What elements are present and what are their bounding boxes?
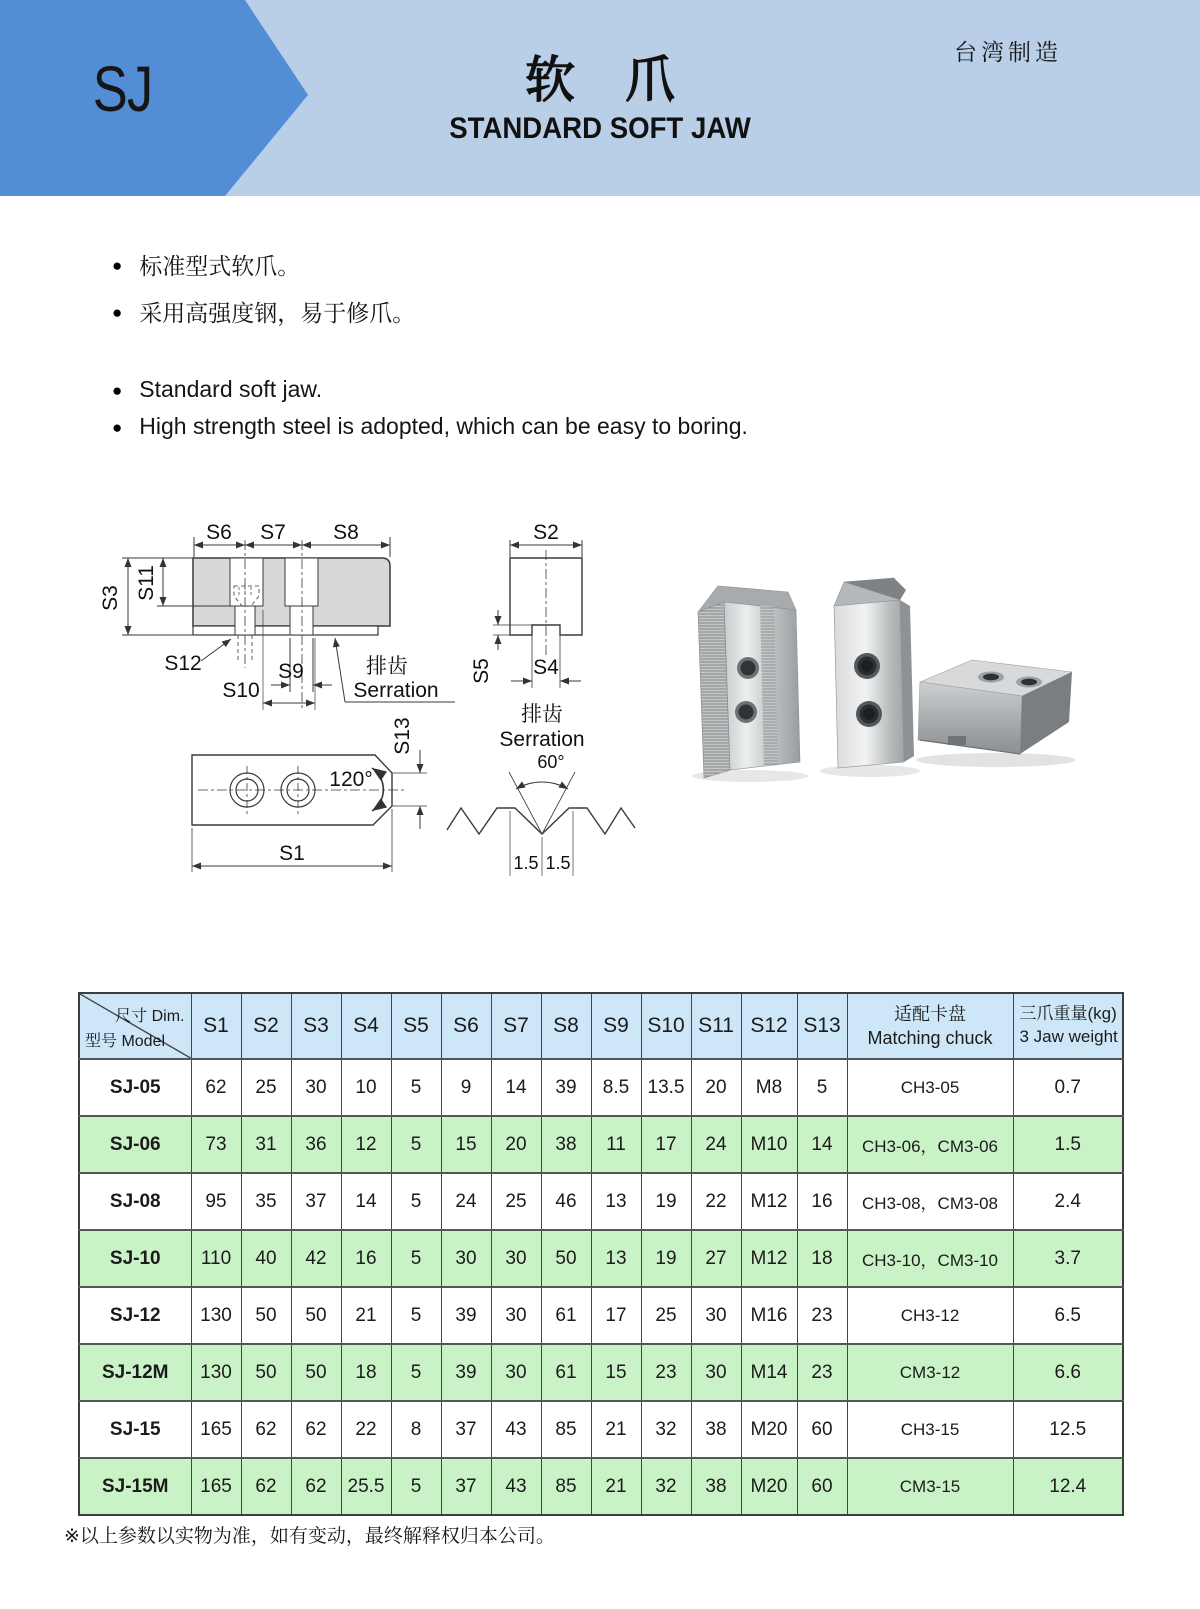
cell-model: SJ-08 [79,1173,191,1230]
product-code: SJ [92,53,153,125]
cell-matching-chuck: CH3-08，CM3-08 [847,1173,1013,1230]
cell-dim: 130 [191,1287,241,1344]
table-header-row [79,993,1123,1059]
cell-dim: 25 [641,1287,691,1344]
cell-dim: 31 [241,1116,291,1173]
cell-dim: 8.5 [591,1059,641,1116]
cell-dim: 21 [591,1401,641,1458]
cell-dim: 30 [691,1287,741,1344]
cell-dim: 9 [441,1059,491,1116]
cell-dim: 19 [641,1230,691,1287]
plan-angle-label: 120° [329,768,373,791]
cell-jaw-weight: 3.7 [1013,1230,1123,1287]
cell-dim: M12 [741,1230,797,1287]
cell-dim: 62 [291,1458,341,1515]
cell-dim: 22 [691,1173,741,1230]
cell-dim: 62 [191,1059,241,1116]
cell-dim: 37 [441,1401,491,1458]
cell-dim: 23 [797,1344,847,1401]
table-row [79,1173,1123,1230]
table-body [79,1059,1123,1515]
cell-dim: 20 [491,1116,541,1173]
cell-jaw-weight: 12.5 [1013,1401,1123,1458]
dim-column-header: S2 [241,993,291,1059]
cell-dim: M20 [741,1458,797,1515]
cell-model: SJ-12M [79,1344,191,1401]
cell-matching-chuck: CM3-12 [847,1344,1013,1401]
cell-dim: 39 [441,1287,491,1344]
cell-dim: 5 [391,1173,441,1230]
dim-column-header: S6 [441,993,491,1059]
cell-dim: 37 [441,1458,491,1515]
cell-dim: 43 [491,1401,541,1458]
cell-dim: 110 [191,1230,241,1287]
cell-dim: 8 [391,1401,441,1458]
dim-label-s1: S1 [279,842,305,865]
drawing-plan-view [192,750,427,872]
cell-model: SJ-10 [79,1230,191,1287]
weight-header [1013,993,1123,1059]
cell-dim: 15 [591,1344,641,1401]
cell-jaw-weight: 6.5 [1013,1287,1123,1344]
cell-dim: 17 [591,1287,641,1344]
cell-dim: M10 [741,1116,797,1173]
cell-dim: M8 [741,1059,797,1116]
cell-dim: 50 [241,1344,291,1401]
serration-label-en: Serration [353,679,439,702]
cell-dim: 30 [691,1344,741,1401]
cell-dim: 24 [691,1116,741,1173]
feature-gap [112,342,748,376]
cell-dim: 32 [641,1458,691,1515]
cell-dim: 14 [341,1173,391,1230]
dim-label-s5: S5 [470,658,493,684]
feature-item [112,295,748,328]
dim-label-s12: S12 [164,652,202,675]
table-row [79,1230,1123,1287]
bullet-icon: ● [112,256,123,275]
serration-angle-label: 60° [537,752,565,772]
cell-dim: 21 [591,1458,641,1515]
cell-dim: 5 [391,1287,441,1344]
dim-column-header: S9 [591,993,641,1059]
cell-dim: 11 [591,1116,641,1173]
cell-dim: 30 [491,1230,541,1287]
cell-dim: 13 [591,1173,641,1230]
feature-text: 采用高强度钢，易于修爪。 [139,300,416,326]
cell-jaw-weight: 0.7 [1013,1059,1123,1116]
dim-label-s11: S11 [135,565,158,601]
cell-dim: 85 [541,1401,591,1458]
feature-text: 标准型式软爪。 [139,253,301,279]
photo-jaw-lying [916,660,1076,767]
cell-jaw-weight: 2.4 [1013,1173,1123,1230]
cell-dim: 13.5 [641,1059,691,1116]
dim-label-s7: S7 [260,521,286,544]
dim-column-header: S13 [797,993,847,1059]
bullet-icon: ● [112,381,123,400]
cell-dim: 23 [797,1287,847,1344]
dim-label-s6: S6 [206,521,232,544]
bullet-icon: ● [112,418,123,437]
cell-dim: 43 [491,1458,541,1515]
product-photo [648,550,1096,790]
cell-dim: 25.5 [341,1458,391,1515]
cell-dim: 35 [241,1173,291,1230]
cell-dim: 61 [541,1344,591,1401]
cell-model: SJ-15M [79,1458,191,1515]
weight-header-en: 3 Jaw weight [1019,1027,1118,1046]
dim-label-s2: S2 [533,521,559,544]
features-list [112,248,748,450]
page-title-en: STANDARD SOFT JAW [449,112,751,145]
cell-dim: M14 [741,1344,797,1401]
dim-column-header: S11 [691,993,741,1059]
cell-dim: 24 [441,1173,491,1230]
cell-model: SJ-15 [79,1401,191,1458]
serration-detail-en: Serration [499,728,585,751]
cell-dim: 16 [797,1173,847,1230]
cell-dim: 21 [341,1287,391,1344]
weight-header-zh: 三爪重量(kg) [1019,1004,1117,1024]
cell-dim: 50 [291,1344,341,1401]
serration-detail-zh: 排齿 [521,703,563,726]
bullet-icon: ● [112,303,123,322]
dim-column-header: S10 [641,993,691,1059]
cell-dim: 60 [797,1401,847,1458]
header-banner [0,0,1200,196]
dim-column-header: S1 [191,993,241,1059]
cell-dim: 37 [291,1173,341,1230]
dim-column-header: S5 [391,993,441,1059]
cell-matching-chuck: CH3-06，CM3-06 [847,1116,1013,1173]
dim-column-header: S7 [491,993,541,1059]
cell-dim: 60 [797,1458,847,1515]
footnote: ※以上参数以实物为准，如有变动，最终解释权归本公司。 [64,1526,555,1547]
cell-dim: 5 [391,1116,441,1173]
cell-dim: 36 [291,1116,341,1173]
cell-dim: 18 [797,1230,847,1287]
corner-model-label: 型号 Model [85,1033,166,1050]
cell-dim: 30 [491,1287,541,1344]
cell-dim: 25 [491,1173,541,1230]
technical-drawing [95,478,665,913]
cell-dim: 50 [241,1287,291,1344]
cell-dim: 62 [241,1458,291,1515]
cell-dim: 42 [291,1230,341,1287]
feature-text: High strength steel is adopted, which can be easy to boring. [139,413,748,439]
cell-dim: 5 [391,1344,441,1401]
cell-dim: 62 [241,1401,291,1458]
cell-dim: 39 [541,1059,591,1116]
cell-matching-chuck: CH3-10，CM3-10 [847,1230,1013,1287]
feature-item [112,376,748,403]
cell-dim: 17 [641,1116,691,1173]
cell-jaw-weight: 12.4 [1013,1458,1123,1515]
cell-dim: 14 [491,1059,541,1116]
spec-table [78,992,1124,1516]
dim-column-header: S8 [541,993,591,1059]
dim-label-s9: S9 [278,660,304,683]
page-title-zh: 软 爪 [525,52,675,108]
photo-jaw-smooth [820,578,920,777]
cell-dim: 165 [191,1401,241,1458]
feature-item [112,413,748,440]
cell-dim: 12 [341,1116,391,1173]
dim-label-s4: S4 [533,656,559,679]
cell-dim: 23 [641,1344,691,1401]
feature-text: Standard soft jaw. [139,376,323,402]
cell-matching-chuck: CH3-15 [847,1401,1013,1458]
cell-model: SJ-06 [79,1116,191,1173]
dim-column-header: S3 [291,993,341,1059]
table-row [79,1344,1123,1401]
cell-dim: 46 [541,1173,591,1230]
cell-dim: 5 [797,1059,847,1116]
cell-matching-chuck: CM3-15 [847,1458,1013,1515]
chuck-header-zh: 适配卡盘 [894,1003,966,1024]
table-row [79,1287,1123,1344]
cell-dim: M12 [741,1173,797,1230]
cell-model: SJ-05 [79,1059,191,1116]
cell-dim: 5 [391,1458,441,1515]
table-row [79,1059,1123,1116]
cell-model: SJ-12 [79,1287,191,1344]
cell-dim: 130 [191,1344,241,1401]
cell-dim: 16 [341,1230,391,1287]
cell-dim: 5 [391,1230,441,1287]
serration-label-zh: 排齿 [366,655,408,678]
cell-dim: 38 [541,1116,591,1173]
cell-dim: 25 [241,1059,291,1116]
dim-label-s8: S8 [333,521,359,544]
cell-dim: 50 [291,1287,341,1344]
cell-dim: 30 [491,1344,541,1401]
corner-dim-label: 尺寸 Dim. [115,1008,185,1025]
dim-label-s10: S10 [222,679,260,702]
cell-dim: 27 [691,1230,741,1287]
cell-dim: 5 [391,1059,441,1116]
cell-jaw-weight: 1.5 [1013,1116,1123,1173]
feature-item [112,248,748,281]
made-in-label: 台湾制造 [954,39,1062,65]
cell-dim: 165 [191,1458,241,1515]
chuck-header [847,993,1013,1059]
cell-dim: 32 [641,1401,691,1458]
cell-dim: 38 [691,1401,741,1458]
cell-dim: 20 [691,1059,741,1116]
cell-jaw-weight: 6.6 [1013,1344,1123,1401]
cell-dim: 10 [341,1059,391,1116]
chuck-header-en: Matching chuck [867,1028,993,1048]
cell-dim: 85 [541,1458,591,1515]
cell-dim: 14 [797,1116,847,1173]
cell-dim: 61 [541,1287,591,1344]
cell-dim: 30 [291,1059,341,1116]
cell-dim: 40 [241,1230,291,1287]
cell-dim: 22 [341,1401,391,1458]
dim-label-s13: S13 [391,717,414,755]
dim-label-s3: S3 [99,585,122,611]
cell-dim: 30 [441,1230,491,1287]
cell-dim: 62 [291,1401,341,1458]
serration-pitch-label: 1.5 [513,853,539,873]
cell-dim: 95 [191,1173,241,1230]
cell-dim: 15 [441,1116,491,1173]
cell-matching-chuck: CH3-12 [847,1287,1013,1344]
cell-dim: M16 [741,1287,797,1344]
table-row [79,1458,1123,1515]
corner-cell [79,993,191,1059]
cell-dim: 19 [641,1173,691,1230]
serration-pitch-label: 1.5 [545,853,571,873]
table-row [79,1116,1123,1173]
cell-dim: M20 [741,1401,797,1458]
cell-dim: 13 [591,1230,641,1287]
cell-dim: 18 [341,1344,391,1401]
cell-dim: 38 [691,1458,741,1515]
dim-column-header: S4 [341,993,391,1059]
table-row [79,1401,1123,1458]
cell-dim: 39 [441,1344,491,1401]
cell-matching-chuck: CH3-05 [847,1059,1013,1116]
cell-dim: 50 [541,1230,591,1287]
photo-jaw-serrated [692,586,808,782]
drawing-serration-detail [447,772,635,876]
dim-column-header: S12 [741,993,797,1059]
cell-dim: 73 [191,1116,241,1173]
